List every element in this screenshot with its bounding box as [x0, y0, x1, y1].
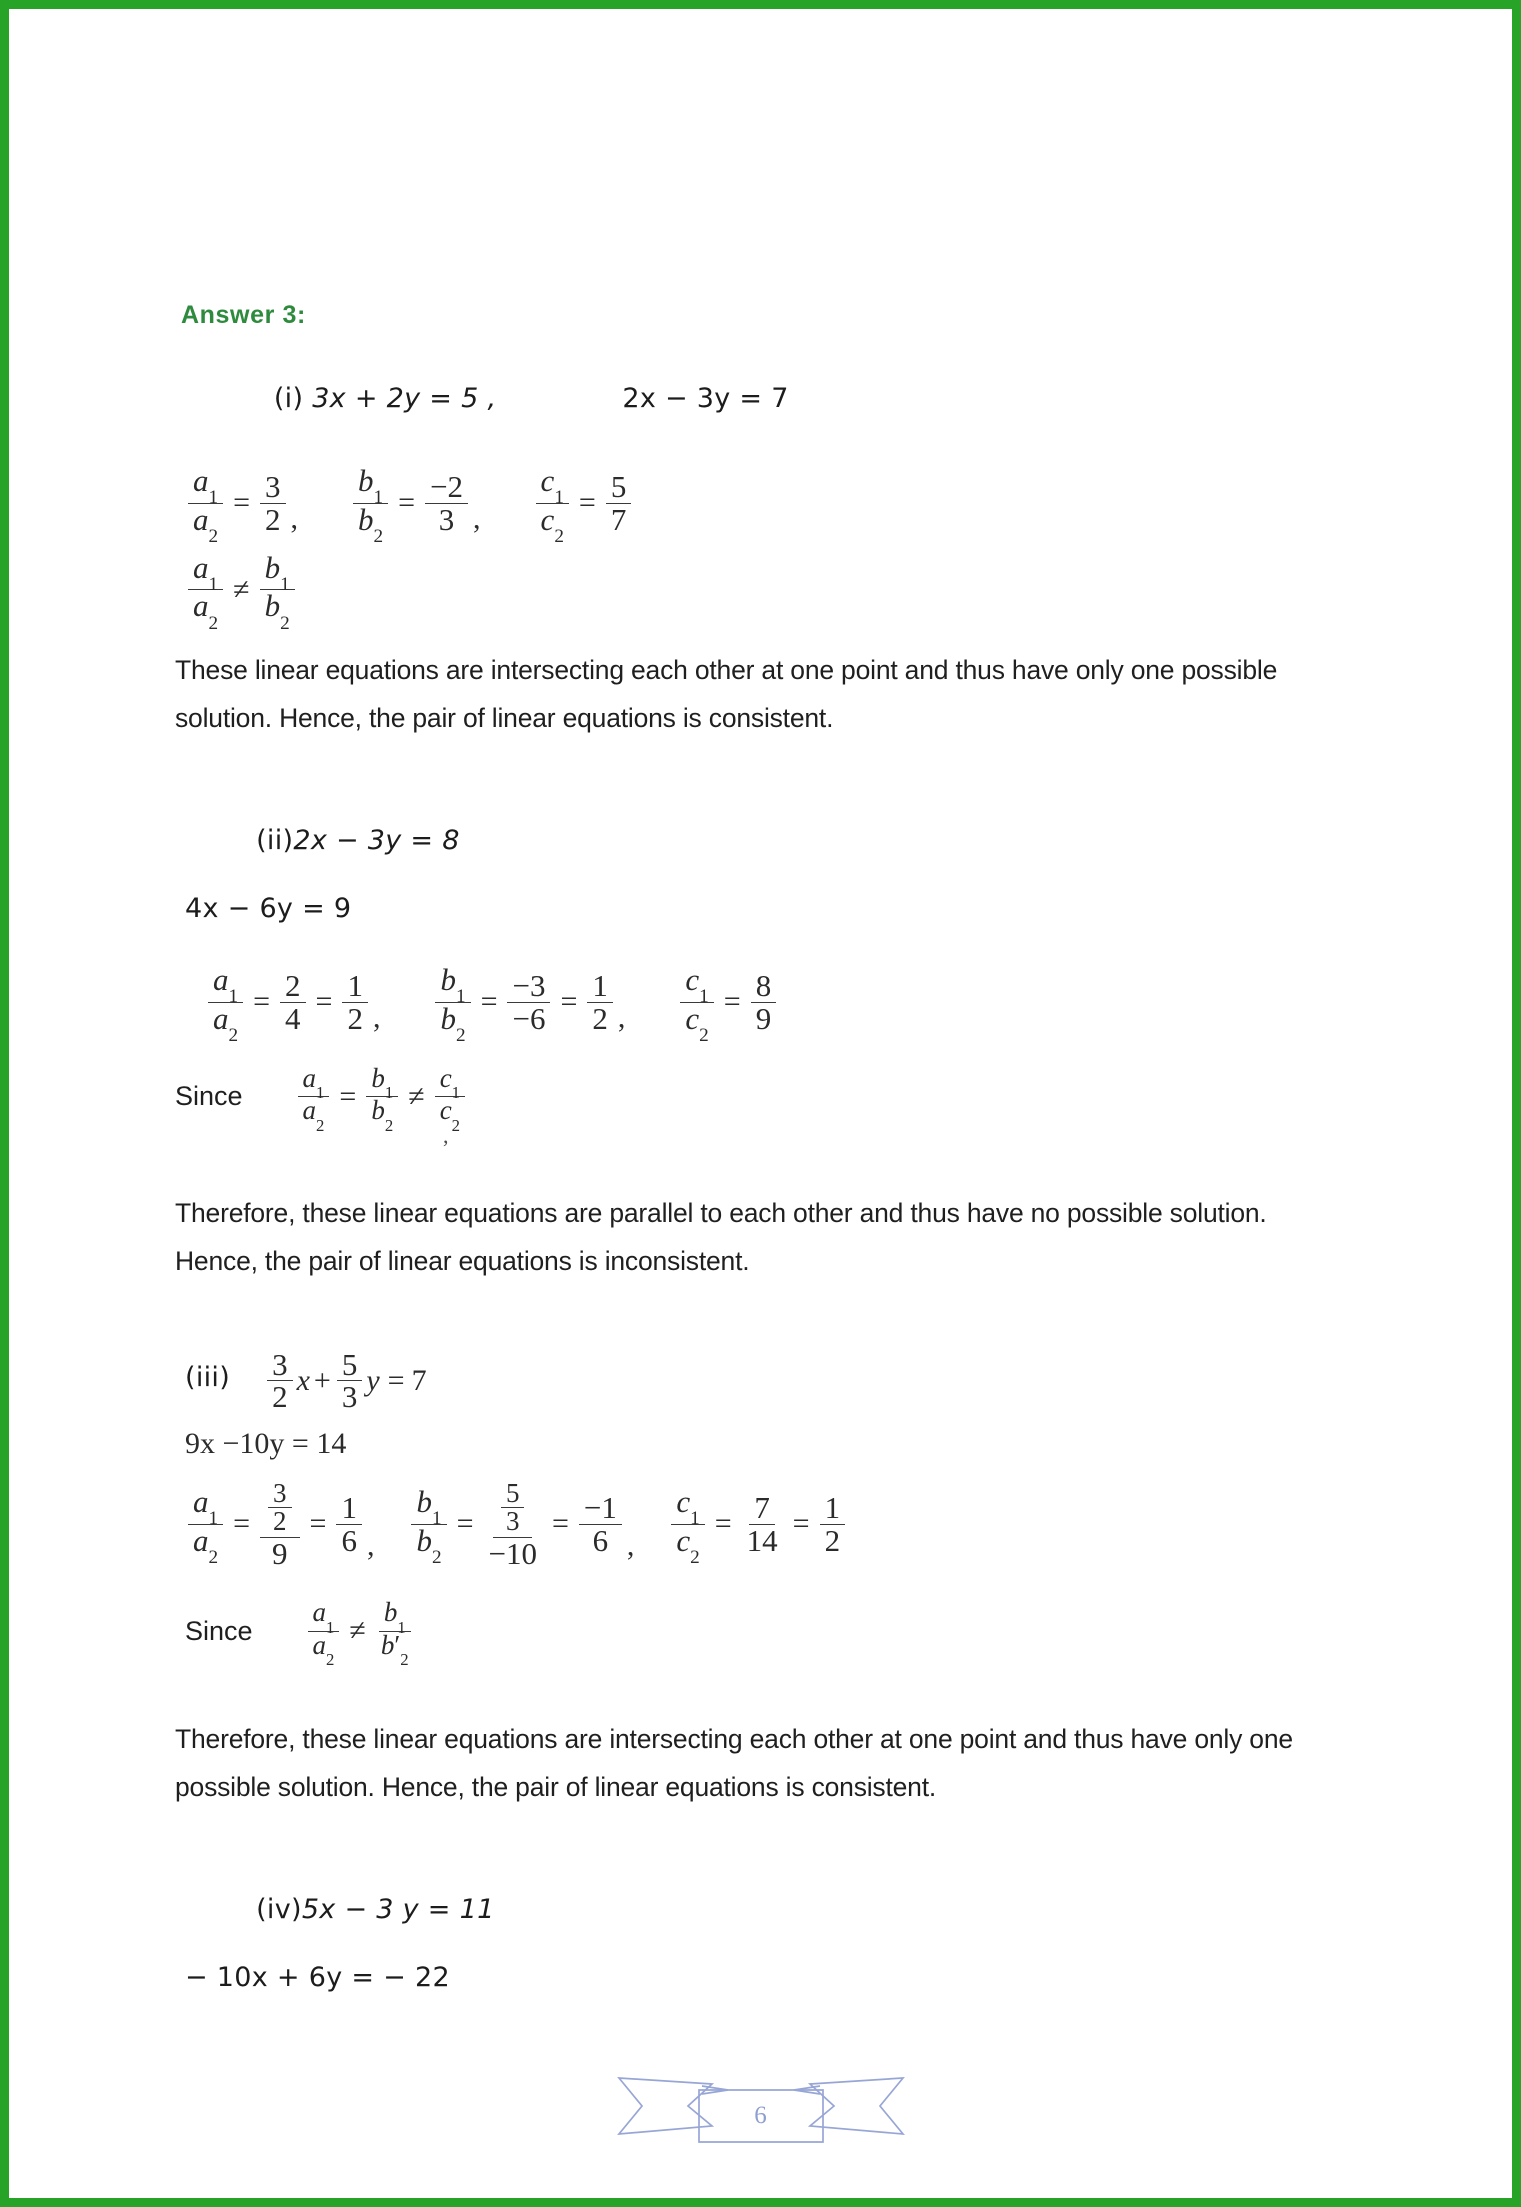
ratio-a-ii — [205, 962, 381, 1047]
frac-2-4: $\frac{2}{4}$ — [280, 970, 306, 1034]
frac-5-7: $\frac{5}{7}$ — [606, 471, 632, 535]
frac-c1-c2: $\frac{c_1}{c_2}$ — [435, 1065, 465, 1129]
frac-b1-b2: $\frac{b_1}{b_2}$ — [411, 1486, 446, 1563]
frac-neg1-6: $\frac{-1}{6}$ — [579, 1492, 622, 1556]
part-iii-label: (iii) — [185, 1362, 231, 1394]
compound-frac-3over2-over-9: $\frac{\frac{3}{2}}{9}$ — [260, 1479, 300, 1570]
comma: , — [372, 1000, 381, 1034]
part-ii-equation-2: 4x − 6y = 9 — [185, 893, 352, 925]
page-number: 6 — [754, 2102, 767, 2129]
comma: , — [626, 1529, 635, 1563]
frac-a1-a2: $\frac{a_1}{a_2}$ — [298, 1065, 330, 1129]
part-i-conclusion: These linear equations are intersecting each other at one point and thus have only one possible solution. Hence, the pair of linear equations is consistent. — [175, 655, 1278, 734]
frac-7-14: $\frac{7}{14}$ — [746, 1490, 778, 1558]
rhs-value: 7 — [411, 1363, 427, 1397]
equals-sign: = — [551, 1507, 569, 1541]
frac-b1-b2: $\frac{b_1}{b_2}$ — [435, 964, 470, 1041]
part-ii-label: (ii) — [256, 825, 294, 857]
since-expression-iii — [305, 1597, 417, 1670]
part-iii-equation-1 — [185, 1346, 1375, 1415]
part-iii-conclusion: Therefore, these linear equations are intersecting each other at one point and thus have only one possible solution. Hence, the pair of linear equations is consistent. — [175, 1724, 1293, 1803]
frac-3-2: $\frac{3}{2}$ — [267, 1349, 293, 1413]
part-iv-label: (iv) — [256, 1894, 302, 1926]
part-iii-eq1-math — [264, 1346, 427, 1415]
frac-1-2: $\frac{1}{2}$ — [820, 1492, 846, 1556]
equals-sign: = — [792, 1507, 810, 1541]
not-equals-sign: ≠ — [349, 1614, 366, 1648]
ribbon-decoration — [616, 2064, 906, 2160]
frac-b1-b2-prime: $\frac{b_1}{b'_2}$ — [376, 1599, 414, 1663]
equals-sign: = — [714, 1507, 732, 1541]
frac-c1-c2: $\frac{c_1}{c_2}$ — [671, 1486, 704, 1563]
compound-frac-5over3-over-neg10: $\frac{\frac{5}{3}}{-10}$ — [488, 1477, 537, 1571]
not-equals-sign: ≠ — [233, 572, 250, 606]
equals-sign: = — [315, 985, 333, 1019]
answer-heading: Answer 3: — [181, 301, 306, 329]
frac-b1-b2: $\frac{b_1}{b_2}$ — [366, 1065, 398, 1129]
inequality-a-b — [185, 549, 298, 634]
frac-8-9: $\frac{8}{9}$ — [751, 970, 777, 1034]
part-iv-eq1-text: 5x − 3 y = 11 — [301, 1894, 495, 1926]
frac-b1-b2: $\frac{b_1}{b_2}$ — [353, 465, 388, 542]
frac-a1-a2: $\frac{a_1}{a_2}$ — [188, 1486, 223, 1563]
part-ii-since-row — [175, 1062, 1375, 1135]
equals-sign: = — [456, 1507, 474, 1541]
frac-neg2-3: $\frac{-2}{3}$ — [425, 471, 468, 535]
equals-sign: = — [387, 1363, 405, 1397]
part-iv-equation-1 — [185, 1863, 1375, 1956]
equals-sign: = — [398, 486, 416, 520]
comma: , — [473, 501, 481, 535]
equals-sign: = — [253, 985, 271, 1019]
equals-sign: = — [309, 1507, 327, 1541]
prime-mark: ′ — [394, 1629, 401, 1660]
part-i-ratio-row — [185, 463, 1375, 547]
part-ii-since-block — [175, 1062, 1375, 1149]
comma: , — [617, 1000, 626, 1034]
part-ii-eq1-text: 2x − 3y = 8 — [293, 825, 460, 857]
frac-a1-a2: $\frac{a_1}{a_2}$ — [188, 552, 223, 629]
frac-denominator: $a_2$ — [193, 501, 219, 547]
trailing-comma: , — [443, 1122, 449, 1148]
since-label: Since — [175, 1081, 243, 1112]
part-ii-ratio-row — [205, 962, 1375, 1047]
frac-b1-b2: $\frac{b_1}{b_2}$ — [260, 552, 295, 629]
equals-sign: = — [578, 486, 596, 520]
part-iv-equation-2: − 10x + 6y = − 22 — [185, 1962, 450, 1994]
part-ii-conclusion: Therefore, these linear equations are parallel to each other and thus have no possible solution. Hence, the pair of linear equations is inconsistent. — [175, 1197, 1267, 1276]
ratio-c-iii — [668, 1483, 848, 1568]
part-i-equations — [175, 352, 1375, 451]
frac-1-2: $\frac{1}{2}$ — [587, 970, 613, 1034]
ratio-c-i — [533, 463, 635, 547]
part-i-eq-left-text: 3x + 2y = 5 , — [312, 383, 497, 414]
part-i-inequality-row — [185, 549, 1375, 634]
frac-neg3-neg6: $\frac{-3}{-6}$ — [507, 970, 550, 1034]
ratio-a-i — [185, 463, 299, 547]
frac-numerator: $a_1$ — [188, 465, 223, 504]
comma: , — [366, 1529, 375, 1563]
inner-frac-3-2: $\frac{3}{2}$ — [268, 1480, 292, 1536]
equals-sign: = — [480, 985, 498, 1019]
frac-1-2: $\frac{1}{2}$ — [342, 970, 368, 1034]
part-i-equation-left — [185, 352, 496, 445]
since-label: Since — [185, 1615, 253, 1646]
page-content — [175, 301, 1375, 1999]
part-iii-eq2-text: 9x −10y = 14 — [185, 1426, 347, 1460]
variable-y: y — [366, 1363, 380, 1397]
ratio-b-i — [350, 463, 481, 547]
part-iii-since-row — [185, 1597, 1375, 1670]
ratio-c-ii — [677, 962, 779, 1047]
ratio-a-iii — [185, 1479, 374, 1570]
frac-a1-a2: $\frac{a_1}{a_2}$ — [208, 964, 243, 1041]
frac-c1-c2: $\frac{c_1}{c_2}$ — [536, 465, 569, 542]
inner-frac-5-3: $\frac{5}{3}$ — [501, 1480, 525, 1536]
frac-3-2: $\frac{3}{2}$ — [260, 471, 286, 535]
part-ii-equation-1 — [185, 794, 1375, 887]
not-equals-sign: ≠ — [408, 1079, 425, 1113]
part-iii-equation-2 — [185, 1427, 346, 1461]
equals-sign: = — [560, 985, 578, 1019]
comma: , — [290, 501, 299, 535]
page-sheet — [9, 9, 1512, 2198]
equals-sign: = — [233, 1507, 251, 1541]
frac-a1-a2 — [188, 463, 223, 547]
equals-sign: = — [339, 1079, 357, 1113]
frac-c1-c2: $\frac{c_1}{c_2}$ — [680, 964, 713, 1041]
frac-1-6: $\frac{1}{6}$ — [336, 1492, 362, 1556]
ratio-b-iii — [408, 1479, 634, 1570]
plus-sign: + — [313, 1363, 331, 1397]
equals-sign: = — [233, 486, 251, 520]
since-expression-ii — [295, 1062, 469, 1135]
variable-x: x — [296, 1363, 310, 1397]
ratio-b-ii — [432, 962, 626, 1047]
frac-a1-a2: $\frac{a_1}{a_2}$ — [308, 1599, 340, 1663]
equals-sign: = — [723, 985, 741, 1019]
frac-5-3: $\frac{5}{3}$ — [337, 1349, 363, 1413]
part-i-label: (i) — [273, 383, 304, 414]
part-iii-ratio-row — [185, 1479, 1375, 1570]
page-footer — [9, 2064, 1512, 2160]
part-i-equation-right: 2x − 3y = 7 — [622, 383, 789, 414]
